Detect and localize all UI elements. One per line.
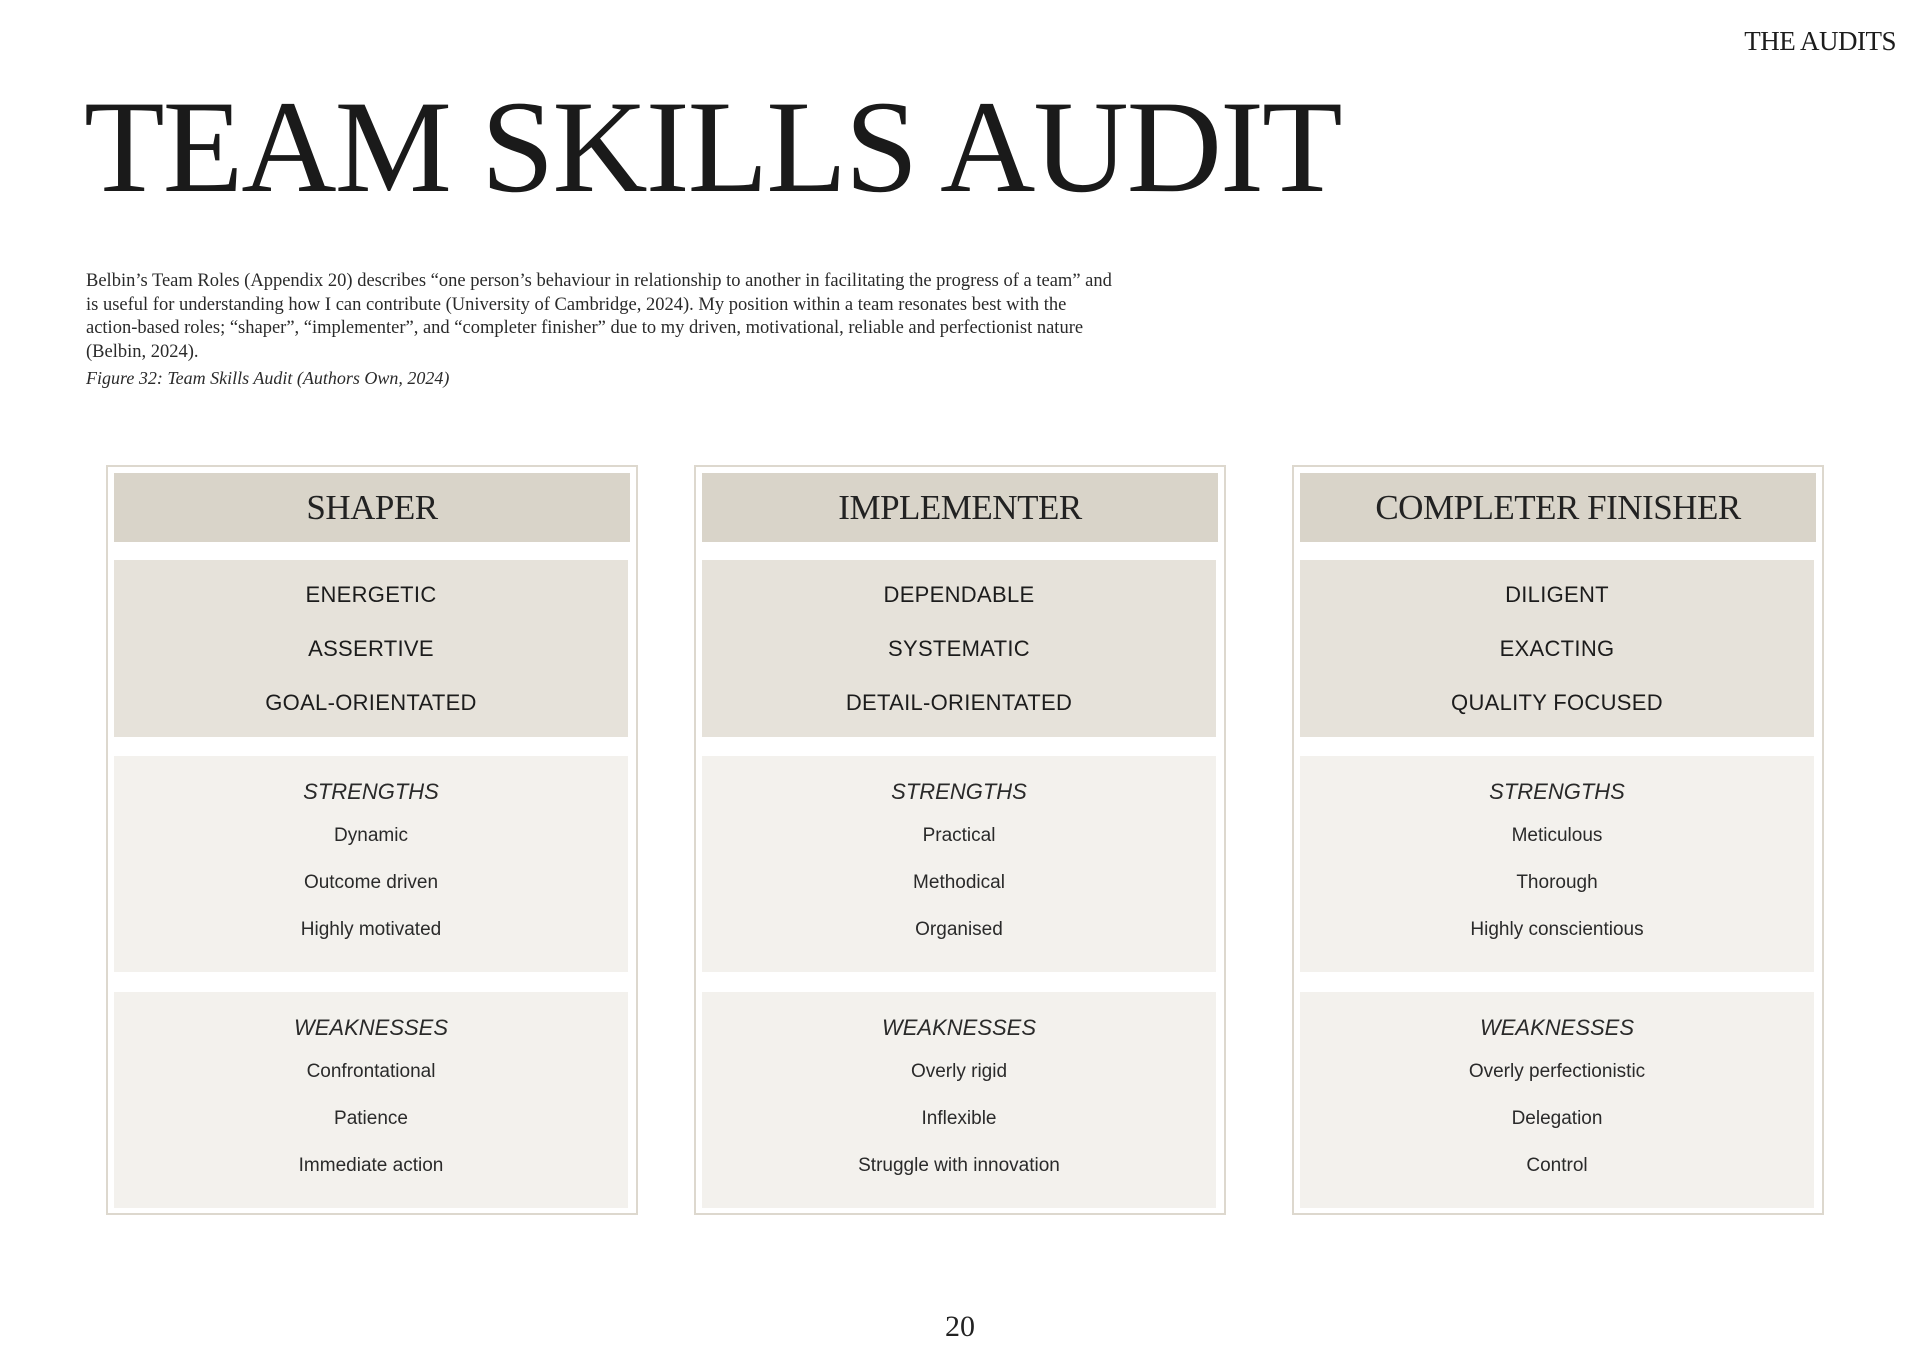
trait: DILIGENT [1505,581,1609,607]
strength-item: Methodical [913,872,1005,893]
weaknesses-heading: WEAKNESSES [1479,1015,1635,1040]
strengths-heading: STRENGTHS [891,779,1027,804]
intro-paragraph: Belbin’s Team Roles (Appendix 20) describes “one person’s behaviour in relationship to another in facilitating the progress of a team” and is useful for understanding how I can contribute (University of Cambridge, 2024). My position within a team resonates best with the action-based roles; “shaper”, “implementer”, and “completer finisher” due to my driven, motivational, reliable and perfectionist nature (Belbin, 2024). [86,271,1112,362]
trait: ENERGETIC [305,581,437,607]
trait: SYSTEMATIC [888,635,1030,661]
weakness-item: Confrontational [306,1061,436,1082]
role-card-shaper [106,465,638,1215]
role-traits [114,560,628,737]
trait: QUALITY FOCUSED [1451,689,1663,715]
role-title: IMPLEMENTER [702,473,1218,542]
strength-item: Dynamic [334,825,408,846]
page-number: 20 [945,1310,975,1343]
trait: DEPENDABLE [883,581,1035,607]
role-traits [1300,560,1814,737]
weakness-item: Inflexible [921,1108,997,1129]
strength-item: Organised [915,919,1003,940]
trait: DETAIL-ORIENTATED [845,689,1073,715]
weaknesses-heading: WEAKNESSES [293,1015,449,1040]
weaknesses-panel [1300,992,1814,1208]
trait: ASSERTIVE [308,635,434,661]
weakness-item: Control [1526,1155,1588,1176]
page-title: TEAM SKILLS AUDIT [84,73,1341,220]
trait: EXACTING [1499,635,1615,661]
role-card-completer-finisher [1292,465,1824,1215]
figure-caption: Figure 32: Team Skills Audit (Authors Own, 2024) [86,368,450,388]
strength-item: Thorough [1516,872,1598,893]
strengths-panel [1300,756,1814,972]
strengths-heading: STRENGTHS [303,779,439,804]
strengths-panel [702,756,1216,972]
strength-item: Meticulous [1511,825,1603,846]
weaknesses-heading: WEAKNESSES [881,1015,1037,1040]
role-title: COMPLETER FINISHER [1300,473,1816,542]
strength-item: Highly motivated [300,919,442,940]
weakness-item: Patience [334,1108,408,1129]
section-label: THE AUDITS [1744,26,1896,56]
weaknesses-panel [114,992,628,1208]
weakness-item: Struggle with innovation [858,1155,1060,1176]
weakness-item: Immediate action [298,1155,444,1176]
strengths-panel [114,756,628,972]
strength-item: Practical [922,825,996,846]
role-title: SHAPER [114,473,630,542]
strengths-heading: STRENGTHS [1489,779,1625,804]
weakness-item: Overly perfectionistic [1468,1061,1646,1082]
strength-item: Outcome driven [303,872,439,893]
strength-item: Highly conscientious [1470,919,1644,940]
role-traits [702,560,1216,737]
weaknesses-panel [702,992,1216,1208]
weakness-item: Overly rigid [910,1061,1008,1082]
weakness-item: Delegation [1511,1108,1603,1129]
role-card-implementer [694,465,1226,1215]
trait: GOAL-ORIENTATED [265,689,477,715]
